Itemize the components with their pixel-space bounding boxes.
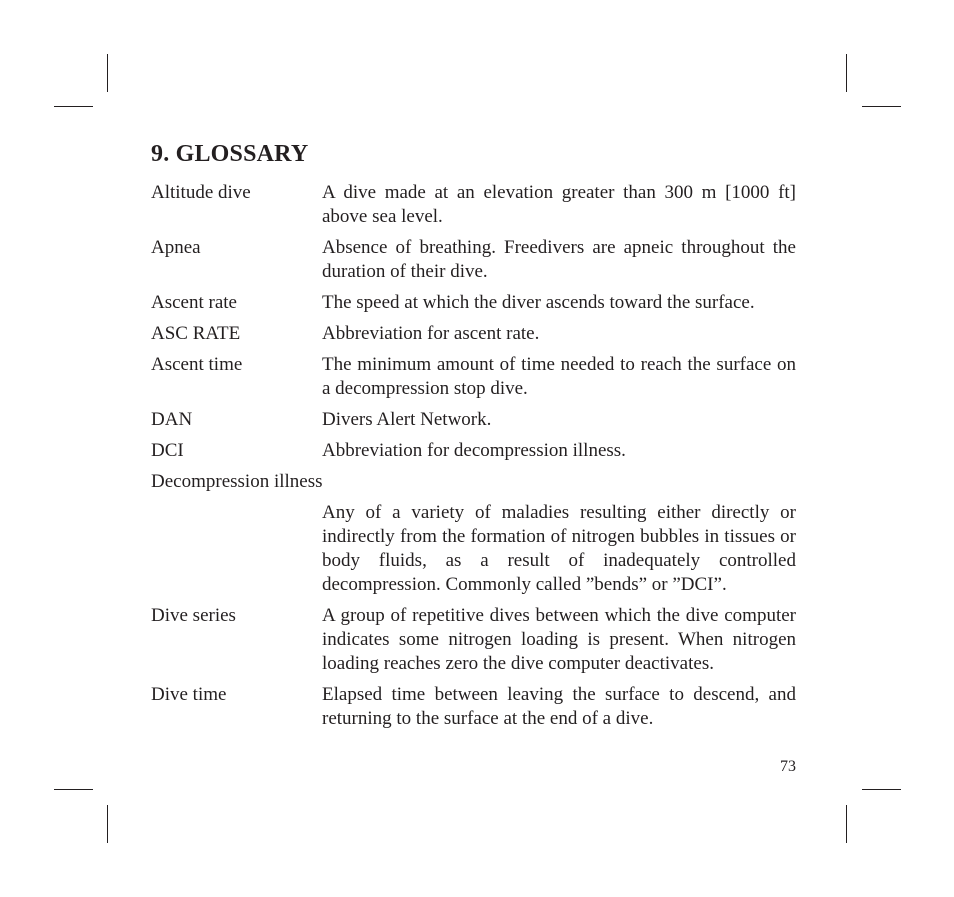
glossary-definition: Divers Alert Network. — [322, 409, 492, 430]
glossary-entry — [151, 236, 796, 284]
glossary-entry — [151, 470, 796, 597]
crop-mark-top-right-horizontal — [862, 106, 901, 107]
glossary-entry — [151, 604, 796, 676]
glossary-term: ASC RATE — [151, 323, 241, 344]
glossary-term: Ascent time — [151, 354, 243, 375]
glossary-entry — [151, 291, 796, 315]
glossary-term: DCI — [151, 440, 184, 461]
glossary-entry — [151, 439, 796, 463]
crop-mark-bottom-right-horizontal — [862, 789, 901, 790]
glossary-term: Dive series — [151, 605, 236, 626]
glossary-entry — [151, 408, 796, 432]
glossary-entry — [151, 683, 796, 731]
glossary-definition: A dive made at an elevation greater than 300 m [1000 ft] above sea level. — [322, 182, 796, 227]
glossary-list — [151, 181, 796, 738]
glossary-definition: Elapsed time between leaving the surface to descend, and returning to the surface at the end of a dive. — [322, 684, 796, 729]
page-number: 73 — [780, 758, 796, 775]
glossary-term: Dive time — [151, 684, 227, 705]
glossary-definition: Abbreviation for decompression illness. — [322, 440, 626, 461]
glossary-entry — [151, 181, 796, 229]
glossary-term: DAN — [151, 409, 193, 430]
glossary-term: Ascent rate — [151, 292, 237, 313]
glossary-definition: A group of repetitive dives between which the dive computer indicates some nitrogen loading is present. When nitrogen loading reaches zero the dive computer deactivates. — [322, 605, 796, 674]
crop-mark-bottom-left-vertical — [107, 805, 108, 843]
glossary-definition: Absence of breathing. Freedivers are apneic throughout the duration of their dive. — [322, 237, 796, 282]
glossary-entry — [151, 353, 796, 401]
crop-mark-bottom-left-horizontal — [54, 789, 93, 790]
glossary-term: Apnea — [151, 237, 201, 258]
glossary-definition: Abbreviation for ascent rate. — [322, 323, 540, 344]
glossary-definition: The speed at which the diver ascends toward the surface. — [322, 292, 755, 313]
crop-mark-bottom-right-vertical — [846, 805, 847, 843]
glossary-definition: The minimum amount of time needed to reach the surface on a decompression stop dive. — [322, 354, 796, 399]
glossary-entry — [151, 322, 796, 346]
glossary-term: Altitude dive — [151, 182, 251, 203]
page-title: 9. GLOSSARY — [151, 141, 309, 167]
crop-mark-top-left-vertical — [107, 54, 108, 92]
crop-mark-top-left-horizontal — [54, 106, 93, 107]
glossary-definition: Any of a variety of maladies resulting either directly or indirectly from the formation of nitrogen bubbles in tissues or body fluids, as a result of inadequately controlled decompression. Commonly called ”bends” or ”DCI”. — [322, 502, 796, 595]
crop-mark-top-right-vertical — [846, 54, 847, 92]
glossary-term: Decompression illness — [151, 471, 323, 492]
